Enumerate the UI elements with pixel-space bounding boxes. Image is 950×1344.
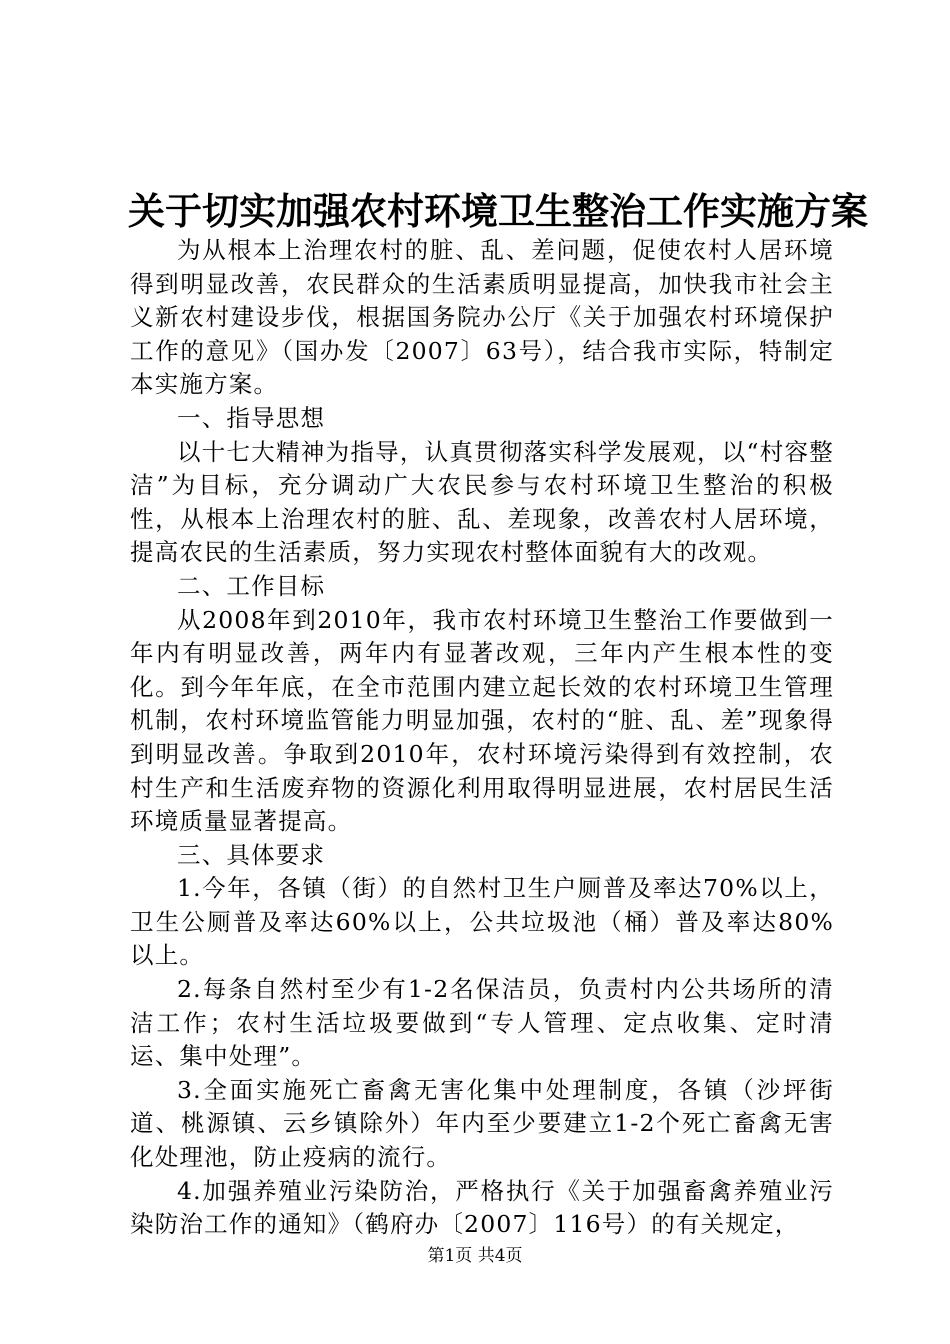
requirement-item-4: 4.加强养殖业污染防治，严格执行《关于加强畜禽养殖业污染防治工作的通知》（鹤府办〔2007〕116号）的有关规定，	[130, 1176, 834, 1239]
section-heading-specific-requirements: 三、具体要求	[177, 840, 326, 869]
page-number-footer: 第1页 共4页	[427, 1246, 523, 1266]
section-heading-work-goals: 二、工作目标	[177, 571, 326, 600]
guiding-ideology-paragraph: 以十七大精神为指导，认真贯彻落实科学发展观，以“村容整洁”为目标，充分调动广大农民参与农村环境卫生整治的积极性，从根本上治理农村的脏、乱、差现象，改善农村人居环境，提高农民的生活素质，努力实现农村整体面貌有大的改观。	[130, 437, 834, 567]
requirement-item-2: 2.每条自然村至少有1-2名保洁员，负责村内公共场所的清洁工作；农村生活垃圾要做到“专人管理、定点收集、定时清运、集中处理”。	[130, 975, 834, 1071]
document-title: 关于切实加强农村环境卫生整治工作实施方案	[128, 189, 868, 233]
requirement-item-1: 1.今年，各镇（街）的自然村卫生户厕普及率达70%以上，卫生公厕普及率达60%以上，公共垃圾池（桶）普及率达80%以上。	[130, 874, 834, 970]
section-heading-guiding-ideology: 一、指导思想	[177, 403, 326, 432]
requirement-item-3: 3.全面实施死亡畜禽无害化集中处理制度，各镇（沙坪街道、桃源镇、云乡镇除外）年内至少要建立1-2个死亡畜禽无害化处理池，防止疫病的流行。	[130, 1075, 834, 1172]
intro-paragraph: 为从根本上治理农村的脏、乱、差问题，促使农村人居环境得到明显改善，农民群众的生活素质明显提高，加快我市社会主义新农村建设步伐，根据国务院办公厅《关于加强农村环境保护工作的意见》（国办发〔2007〕63号），结合我市实际，特制定本实施方案。	[130, 236, 834, 399]
work-goals-paragraph: 从2008年到2010年，我市农村环境卫生整治工作要做到一年内有明显改善，两年内有显著改观，三年内产生根本性的变化。到今年年底，在全市范围内建立起长效的农村环境卫生管理机制，农村环境监管能力明显加强，农村的“脏、乱、差”现象得到明显改善。争取到2010年，农村环境污染得到有效控制，农村生产和生活废弃物的资源化利用取得明显进展，农村居民生活环境质量显著提高。	[130, 605, 834, 836]
document-body	[130, 234, 834, 1242]
